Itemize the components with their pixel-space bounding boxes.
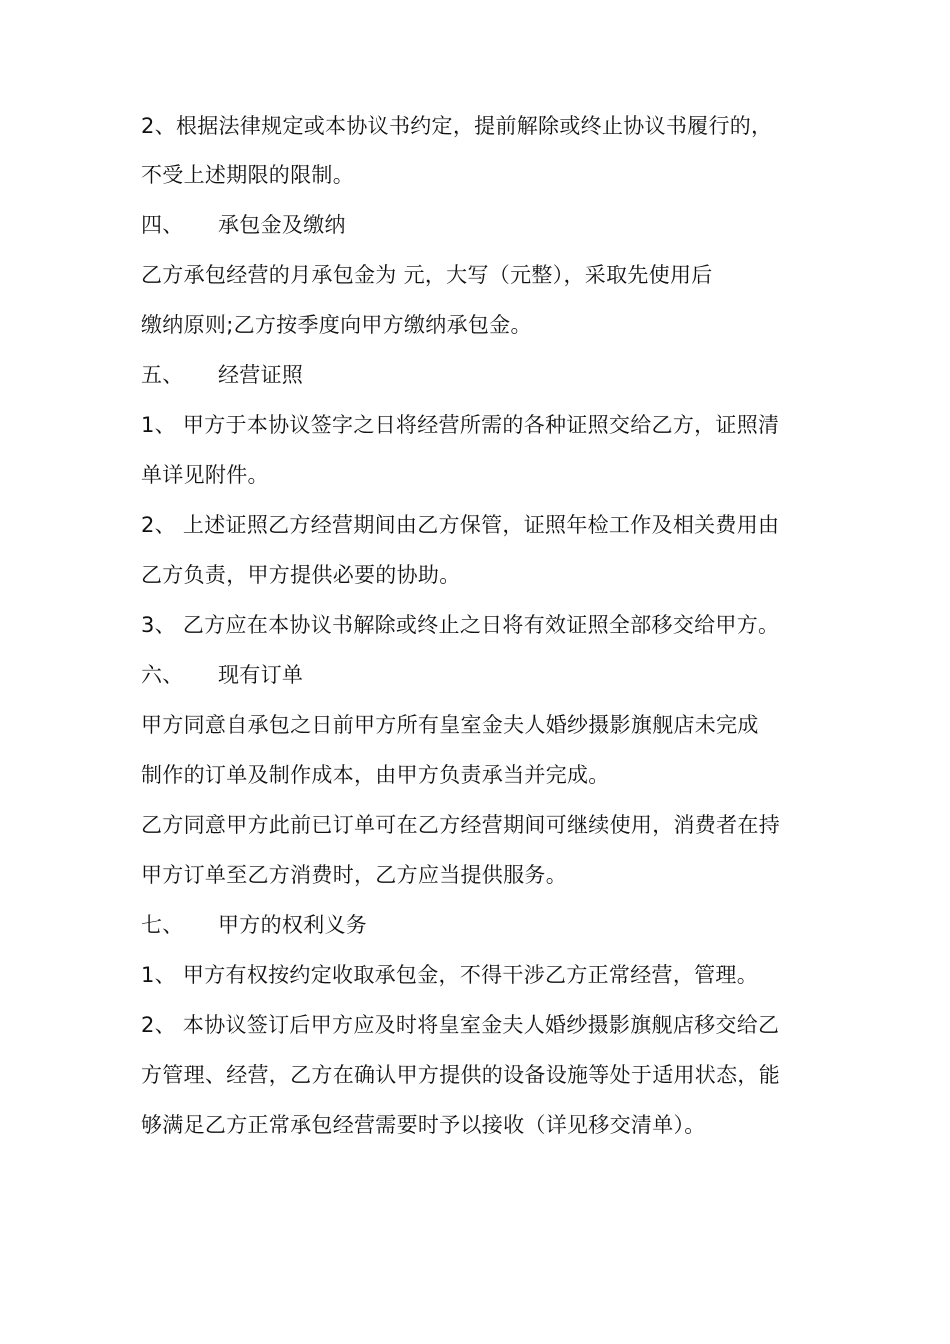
section-heading — [141, 662, 303, 688]
paragraph-line: 制作的订单及制作成本，由甲方负责承当并完成。 — [141, 763, 610, 787]
paragraph-line: 2、 本协议签订后甲方应及时将皇室金夫人婚纱摄影旗舰店移交给乙 — [141, 1013, 780, 1037]
section-number: 六、 — [141, 663, 184, 687]
paragraph-line: 单详见附件。 — [141, 463, 269, 487]
section-title: 承包金及缴纳 — [218, 213, 346, 237]
section-title: 现有订单 — [218, 663, 304, 687]
section-title: 甲方的权利义务 — [218, 913, 368, 937]
section-heading — [141, 212, 346, 238]
paragraph-line: 缴纳原则;乙方按季度向甲方缴纳承包金。 — [141, 313, 532, 337]
section-number: 五、 — [141, 363, 184, 387]
section-heading — [141, 362, 303, 388]
paragraph-line: 不受上述期限的限制。 — [141, 163, 354, 187]
paragraph-line: 方管理、经营，乙方在确认甲方提供的设备设施等处于适用状态，能 — [141, 1063, 780, 1087]
paragraph-line: 1、 甲方有权按约定收取承包金，不得干涉乙方正常经营，管理。 — [141, 963, 759, 987]
paragraph-line: 3、 乙方应在本协议书解除或终止之日将有效证照全部移交给甲方。 — [141, 613, 780, 637]
paragraph-line: 甲方同意自承包之日前甲方所有皇室金夫人婚纱摄影旗舰店未完成 — [141, 713, 759, 737]
section-number: 四、 — [141, 213, 184, 237]
paragraph-line: 1、 甲方于本协议签字之日将经营所需的各种证照交给乙方，证照清 — [141, 413, 780, 437]
paragraph-line: 2、根据法律规定或本协议书约定，提前解除或终止协议书履行的， — [141, 114, 773, 138]
section-heading — [141, 912, 367, 938]
paragraph-line: 乙方负责，甲方提供必要的协助。 — [141, 563, 461, 587]
paragraph-line: 够满足乙方正常承包经营需要时予以接收（详见移交清单）。 — [141, 1113, 706, 1137]
paragraph-line: 甲方订单至乙方消费时，乙方应当提供服务。 — [141, 863, 567, 887]
paragraph-line: 乙方承包经营的月承包金为 元，大写（元整），采取先使用后 — [141, 263, 713, 287]
section-number: 七、 — [141, 913, 184, 937]
paragraph-line: 乙方同意甲方此前已订单可在乙方经营期间可继续使用，消费者在持 — [141, 813, 780, 837]
paragraph-line: 2、 上述证照乙方经营期间由乙方保管，证照年检工作及相关费用由 — [141, 513, 780, 537]
section-title: 经营证照 — [218, 363, 304, 387]
